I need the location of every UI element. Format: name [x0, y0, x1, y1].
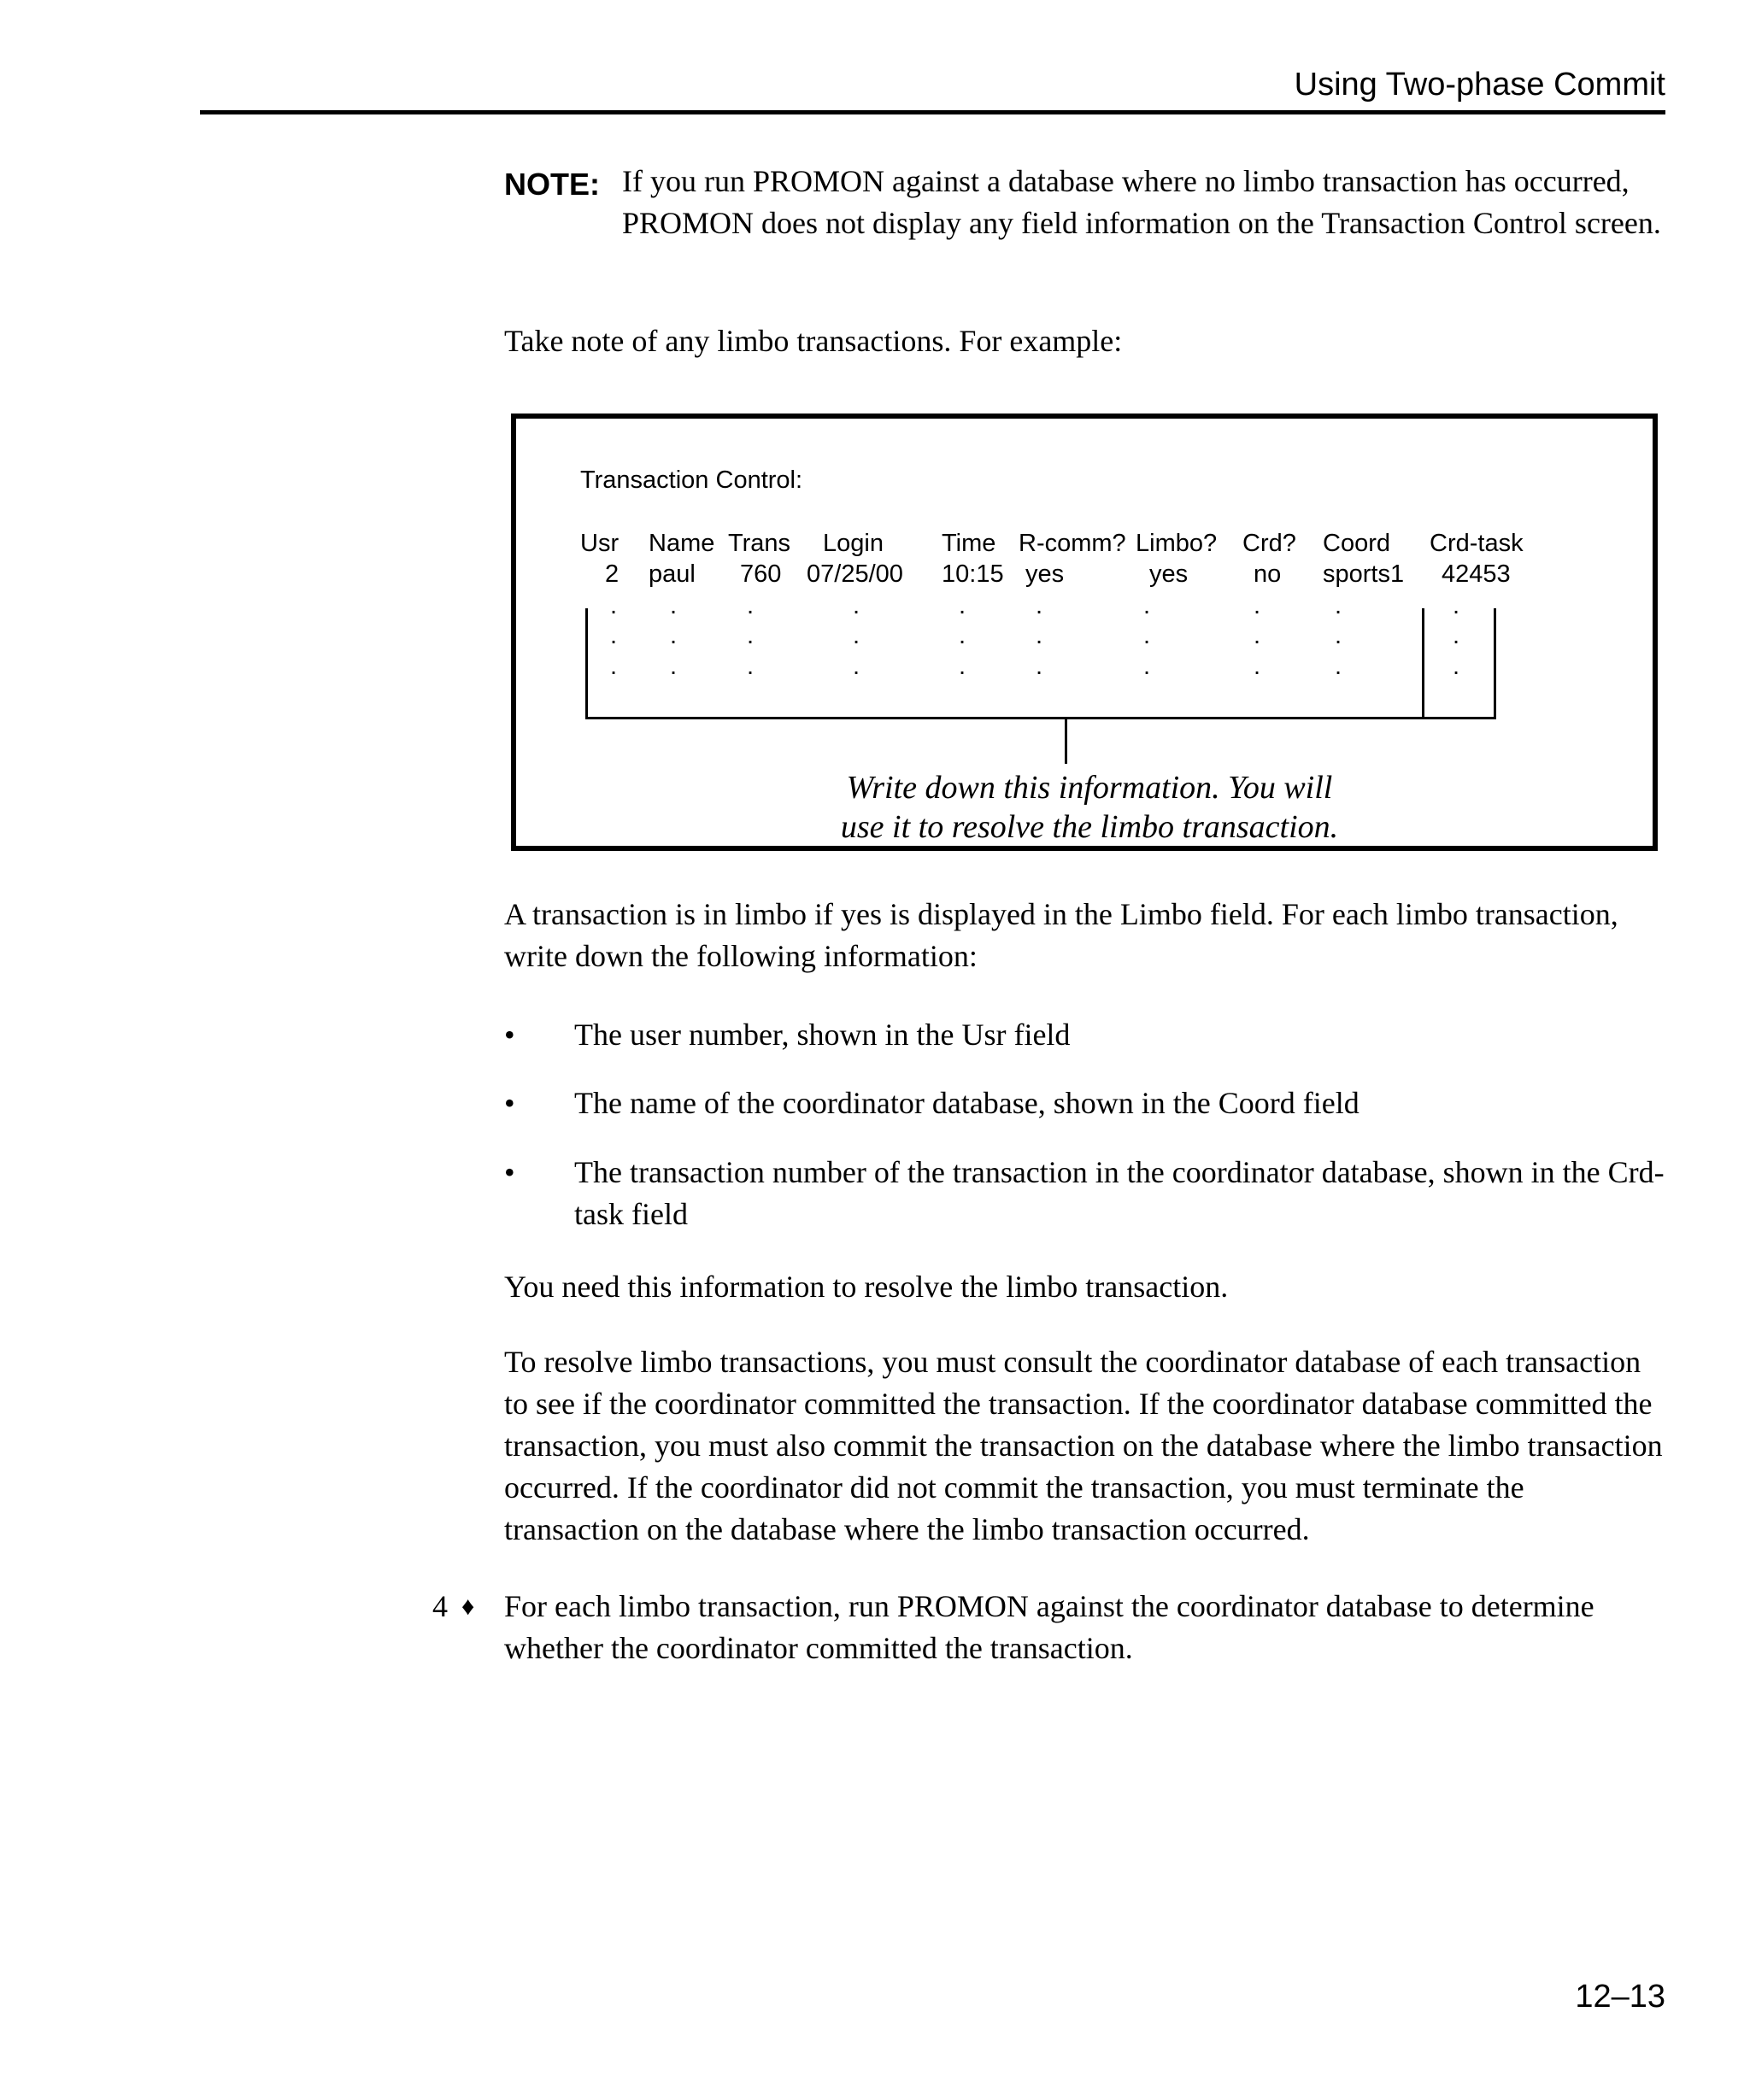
continuation-dot: .: [747, 653, 755, 680]
bullet-icon: •: [504, 1155, 515, 1189]
col-header-login: Login: [823, 530, 884, 557]
col-header-time: Time: [942, 530, 996, 557]
need-paragraph: You need this information to resolve the limbo transaction.: [504, 1270, 1229, 1304]
screen-title: Transaction Control:: [580, 466, 803, 494]
bracket-pointer-line: [1065, 719, 1067, 764]
continuation-dot: .: [1335, 592, 1342, 619]
continuation-dot: .: [1335, 653, 1342, 680]
continuation-dot: .: [1254, 653, 1261, 680]
cell-name: paul: [649, 560, 696, 588]
bullet-text: The transaction number of the transaction in the coordinator database, shown in the Crd-task field: [574, 1155, 1665, 1231]
col-header-crd-task: Crd-task: [1430, 530, 1524, 557]
note-text: If you run PROMON against a database where no limbo transaction has occurred, PROMON does not display any field information on the Transaction Control screen.: [622, 164, 1661, 240]
continuation-dot: .: [1254, 592, 1261, 619]
step-text: For each limbo transaction, run PROMON against the coordinator database to determine whether the coordinator committed the transaction.: [504, 1589, 1594, 1665]
bracket-bottom-line: [585, 717, 1496, 719]
continuation-dot: .: [1143, 653, 1151, 680]
continuation-dot: .: [1143, 622, 1151, 649]
continuation-dot: .: [1254, 622, 1261, 649]
continuation-dot: .: [747, 622, 755, 649]
limbo-paragraph: A transaction is in limbo if yes is displayed in the Limbo field. For each limbo transaction, write down the following information:: [504, 897, 1618, 973]
bracket-divider-line: [1422, 608, 1424, 719]
cell-usr: 2: [605, 560, 620, 588]
col-header-trans: Trans: [728, 530, 791, 557]
continuation-dot: .: [1036, 653, 1043, 680]
bullet-icon: •: [504, 1018, 515, 1052]
caption-line-1: Write down this information. You will: [846, 770, 1333, 806]
diamond-icon: ♦: [461, 1593, 475, 1621]
col-header-coord: Coord: [1323, 530, 1390, 557]
continuation-dot: .: [959, 653, 966, 680]
cell-crd: no: [1254, 560, 1282, 588]
continuation-dot: .: [610, 653, 618, 680]
col-header-name: Name: [649, 530, 715, 557]
cell-limbo: yes: [1149, 560, 1189, 588]
continuation-dot: .: [1453, 653, 1460, 680]
running-header: Using Two-phase Commit: [1294, 67, 1665, 103]
continuation-dot: .: [747, 592, 755, 619]
continuation-dot: .: [670, 653, 678, 680]
bullet-text: The name of the coordinator database, shown in the Coord field: [574, 1086, 1359, 1120]
cell-coord: sports1: [1323, 560, 1405, 588]
bracket-right-line: [1494, 608, 1496, 719]
col-header-usr: Usr: [580, 530, 620, 557]
continuation-dot: .: [959, 622, 966, 649]
bullet-text: The user number, shown in the Usr field: [574, 1018, 1071, 1052]
caption-line-2: use it to resolve the limbo transaction.: [840, 809, 1339, 845]
bracket-left-line: [585, 608, 588, 719]
continuation-dot: .: [1453, 592, 1460, 619]
continuation-dot: .: [853, 653, 860, 680]
continuation-dot: .: [610, 592, 618, 619]
cell-rcomm: yes: [1025, 560, 1065, 588]
continuation-dot: .: [1143, 592, 1151, 619]
col-header-rcomm: R-comm?: [1019, 530, 1126, 557]
cell-time: 10:15: [942, 560, 1004, 588]
continuation-dot: .: [1335, 622, 1342, 649]
col-header-limbo: Limbo?: [1136, 530, 1218, 557]
continuation-dot: .: [1036, 622, 1043, 649]
example-caption: [516, 768, 1663, 847]
cell-trans: 760: [740, 560, 782, 588]
continuation-dot: .: [853, 622, 860, 649]
continuation-dot: .: [853, 592, 860, 619]
page-number: 12–13: [1575, 1979, 1665, 2015]
cell-login: 07/25/00: [807, 560, 903, 588]
continuation-dot: .: [1036, 592, 1043, 619]
note-label: NOTE:: [504, 167, 600, 202]
bullet-icon: •: [504, 1086, 515, 1120]
example-box: [511, 414, 1658, 851]
continuation-dot: .: [670, 592, 678, 619]
continuation-dot: .: [610, 622, 618, 649]
header-rule: [200, 110, 1665, 114]
continuation-dot: .: [959, 592, 966, 619]
step-number: 4: [432, 1589, 448, 1623]
continuation-dot: .: [1453, 622, 1460, 649]
intro-paragraph: Take note of any limbo transactions. For example:: [504, 324, 1123, 358]
cell-crd-task: 42453: [1442, 560, 1511, 588]
col-header-crd: Crd?: [1242, 530, 1296, 557]
continuation-dot: .: [670, 622, 678, 649]
resolve-paragraph: To resolve limbo transactions, you must consult the coordinator database of each transaction to see if the coordinator committed the transaction. If the coordinator database committed the transaction, you must also commit the transaction on the database where the limbo transaction occurred. If the coordinator did not commit the transaction, you must terminate the transaction on the database where the limbo transaction occurred.: [504, 1345, 1663, 1546]
